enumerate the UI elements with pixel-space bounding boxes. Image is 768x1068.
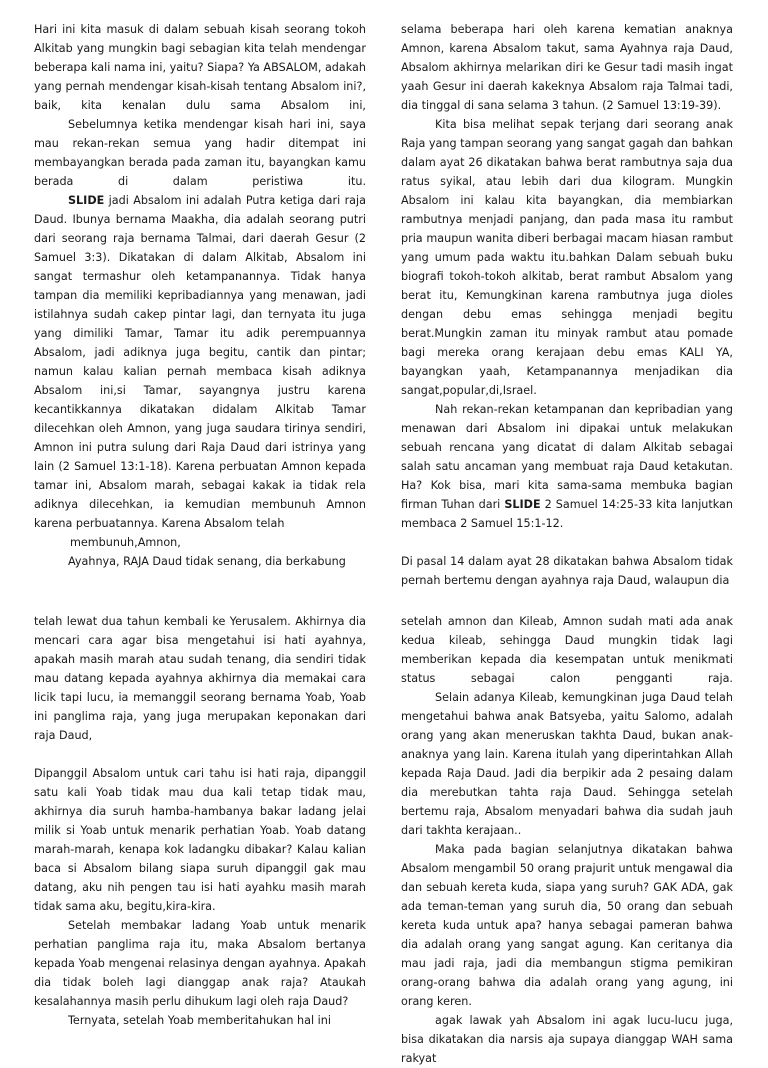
text-run: Ayahnya, RAJA Daud tidak senang, dia berkabung: [68, 555, 346, 568]
text-run: membunuh,Amnon,: [70, 536, 181, 549]
text-run: Setelah membakar ladang Yoab untuk menarik perhatian panglima raja itu, maka Absalom bertanya kepada Yoab mengenai relasinya dengan ayahnya. Apakah dia tidak boleh lagi dianggap anak raja? Ataukah kesalahannya masih perlu dihukum lagi oleh raja Daud?: [34, 919, 366, 1008]
paragraph: [34, 764, 366, 916]
paragraph: [401, 552, 733, 590]
paragraph: [401, 400, 733, 533]
text-run: Dipanggil Absalom untuk cari tahu isi hati raja, dipanggil satu kali Yoab tidak mau dua kali tetap tidak mau, akhirnya dia suruh hamba-hambanya bakar ladang jelai milik si Yoab untuk menarik perhatian Yoab. Yoab datang marah-marah, kenapa kok ladangku dibakar? Kalau kalian baca si Absalom bilang siapa suruh dipanggil gak mau datang, aku nih pengen tau isi hati ayahku masih marah tidak sama aku, begitu,kira-kira.: [34, 767, 366, 913]
text-run: selama beberapa hari oleh karena kematian anaknya Amnon, karena Absalom takut, sama Ayahnya raja Daud, Absalom akhirnya melarikan diri ke Gesur tadi masih ingat yaah Gesur ini daerah kakeknya Absalom raja Talmai tadi, dia tinggal di sana selama 3 tahun. (2 Samuel 13:19-39).: [401, 23, 733, 112]
text-run: telah lewat dua tahun kembali ke Yerusalem. Akhirnya dia mencari cara agar bisa mengetahui isi hati ayahnya, apakah masih marah atau sudah tenang, dia sendiri tidak mau datang kepada ayahnya akhirnya dia memakai cara licik tapi lucu, ia memanggil seorang bernama Yoab, Yoab ini panglima raja, yang juga merupakan keponakan dari raja Daud,: [34, 615, 366, 742]
text-run: Ternyata, setelah Yoab memberitahukan hal ini: [68, 1014, 331, 1027]
text-run: Sebelumnya ketika mendengar kisah hari ini, saya mau rekan-rekan semua yang hadir ditempat ini membayangkan berada pada zaman itu, bayangkan kamu berada di dalam peristiwa itu.: [34, 118, 366, 188]
column-top-left: [34, 20, 366, 568]
paragraph: [34, 612, 366, 745]
text-run: Selain adanya Kileab, kemungkinan juga Daud telah mengetahui bahwa anak Batsyeba, yaitu Salomo, adalah orang yang akan meneruskan takhta Daud, bukan anak-anaknya yang lain. Karena itulah yang diperintahkan Allah kepada Raja Daud. Jadi dia berpikir ada 2 pesaing dalam dia merebutkan tahta raja Daud. Sehingga setelah bertemu raja, Absalom menyadari bahwa dia sudah jauh dari takhta kerajaan..: [401, 691, 733, 837]
paragraph: [34, 1011, 366, 1030]
column-bottom-right: [401, 612, 733, 1065]
column-bottom-left: [34, 612, 366, 1027]
bold-keyword: SLIDE: [504, 498, 541, 511]
paragraph: [401, 840, 733, 1011]
text-run: 2 Samuel 14:25-33 kita lanjutkan membaca 2 Samuel 15:1-12.: [401, 498, 734, 530]
paragraph: [34, 191, 366, 533]
text-run: Di pasal 14 dalam ayat 28 dikatakan bahwa Absalom tidak pernah bertemu dengan ayahnya raja Daud, walaupun dia: [401, 555, 733, 587]
text-run: agak lawak yah Absalom ini agak lucu-lucu juga, bisa dikatakan dia narsis aja supaya dianggap WAH sama rakyat: [401, 1014, 733, 1065]
paragraph: [34, 20, 366, 115]
text-run: Maka pada bagian selanjutnya dikatakan bahwa Absalom mengambil 50 orang prajurit untuk mengawal dia dan sebuah kereta kuda, siapa yang suruh? GAK ADA, gak ada teman-teman yang suruh dia, 50 orang dan sebuah kereta kuda untuk apa? hanya sebagai pameran bahwa dia adalah orang yang sangat agung. Kan ceritanya dia mau jadi raja, jadi dia membangun stigma pemikiran orang-orang bahwa dia adalah orang yang agung, ini orang keren.: [401, 843, 733, 1008]
paragraph: [401, 115, 733, 400]
paragraph: [34, 916, 366, 1011]
paragraph: [401, 20, 733, 115]
text-run: jadi Absalom ini adalah Putra ketiga dari raja Daud. Ibunya bernama Maakha, dia adalah seorang putri dari seorang raja bernama Talmai, dari daerah Gesur (2 Samuel 3:3). Dikatakan di dalam Alkitab, Absalom ini sangat termashur oleh ketampanannya. Tidak hanya tampan dia memiliki kepribadiannya yang menawan, jadi istilahnya sudah cakep pintar lagi, dan ternyata itu juga yang dimiliki Tamar, Tamar itu adik perempuannya Absalom, jadi adiknya juga begitu, cantik dan pintar; namun kalau kalian pernah membaca kisah adiknya Absalom ini,si Tamar, sayangnya justru karena kecantikkannya dikatakan didalam Alkitab Tamar dilecehkan oleh Amnon, yang juga saudara tirinya sendiri, Amnon ini putra sulung dari Raja Daud dari istrinya yang lain (2 Samuel 13:1-18). Karena perbuatan Amnon kepada tamar ini, Absalom marah, sebagai kakak ia tidak rela adiknya dilecehkan, ia kemudian membunuh Amnon karena perbuatannya. Karena Absalom telah: [34, 194, 366, 530]
paragraph: [34, 533, 366, 552]
text-run: Hari ini kita masuk di dalam sebuah kisah seorang tokoh Alkitab yang mungkin bagi sebagian kita telah mendengar beberapa kali nama ini, yaitu? Siapa? Ya ABSALOM, adakah yang pernah mendengar kisah-kisah tentang Absalom ini?, baik, kita kenalan dulu sama Absalom ini,: [34, 23, 366, 112]
text-run: setelah amnon dan Kileab, Amnon sudah mati ada anak kedua kileab, sehingga Daud mungkin tidak lagi memberikan kepada dia kesempatan untuk menikmati status sebagai calon pengganti raja.: [401, 615, 733, 685]
column-top-right: [401, 20, 734, 587]
text-run: Kita bisa melihat sepak terjang dari seorang anak Raja yang tampan seorang yang sangat gagah dan bahkan dalam ayat 26 dikatakan bahwa berat rambutnya saja dua ratus syikal, atau lebih dari dua kilogram. Mungkin Absalom ini kalau kita bayangkan, dia membiarkan rambutnya menjadi panjang, dan pada masa itu rambut pria maupun wanita diberi berbagai macam hiasan rambut yang umum pada waktu itu.bahkan Dalam sebuah buku biografi tokoh-tokoh alkitab, berat rambut Absalom yang berat itu, Kemungkinan karena rambutnya juga dioles dengan debu emas sehingga menjadi begitu berat.Mungkin zaman itu minyak rambut atau pomade bagi mereka orang kerajaan debu emas KALI YA, bayangkan yaah, Ketampanannya menjadikan dia sangat,popular,di,Israel.: [401, 118, 733, 397]
paragraph: [401, 688, 733, 840]
paragraph: [34, 115, 366, 191]
paragraph: [34, 552, 366, 571]
paragraph: [401, 612, 733, 688]
text-run: Nah rekan-rekan ketampanan dan kepribadian yang menawan dari Absalom ini dipakai untuk melakukan sebuah rencana yang dicatat di dalam Alkitab sebagai salah satu ancaman yang membuat raja Daud ketakutan. Ha? Kok bisa, mari kita sama-sama membuka bagian firman Tuhan dari: [401, 403, 733, 511]
paragraph: [401, 1011, 733, 1068]
bold-keyword: SLIDE: [68, 194, 105, 207]
